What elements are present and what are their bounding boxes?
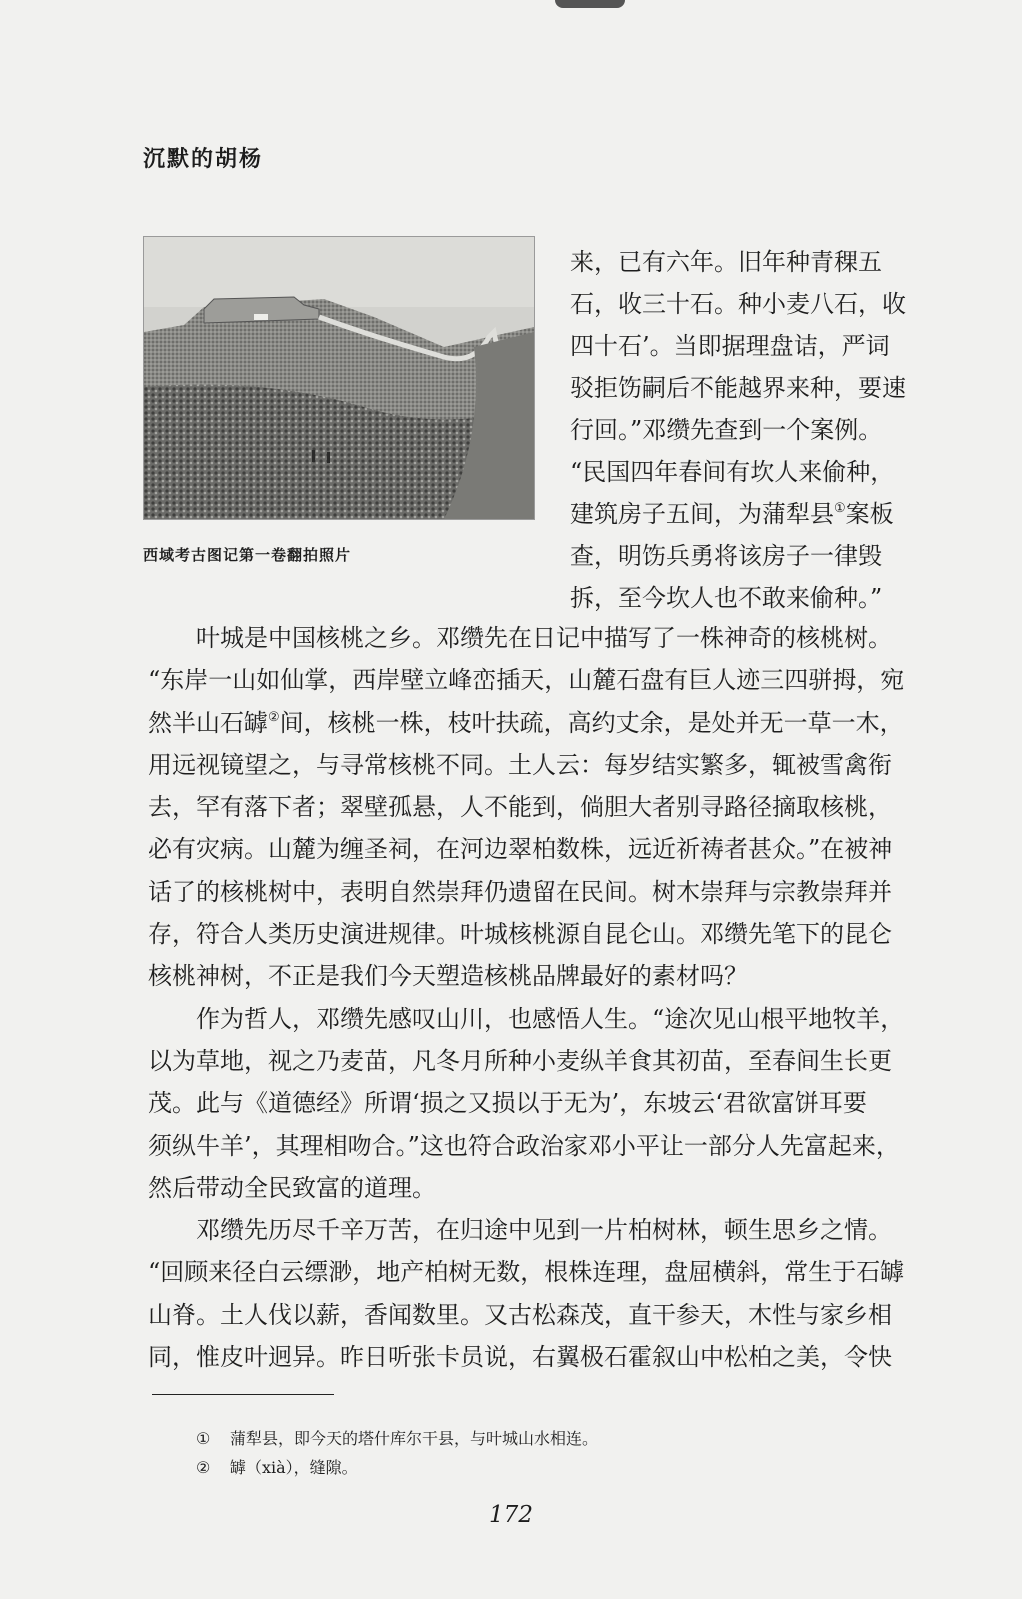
paragraph-first-line: 邓缵先历尽千辛万苦，在归途中见到一片柏树林，顿生思乡之情。 <box>196 1216 892 1245</box>
photo-caption: 西域考古图记第一卷翻拍照片 <box>143 546 352 564</box>
footnote-mark: ② <box>196 1458 211 1477</box>
footnote-2 <box>196 1453 598 1482</box>
text-line: 查，明饬兵勇将该房子一律毁 <box>570 542 882 570</box>
text-segment: 案板 <box>845 500 894 528</box>
text-line: 同，惟皮叶迥异。昨日听张卡员说，右翼极石霍叙山中松柏之美，令快 <box>148 1343 892 1372</box>
footnote-1 <box>196 1424 598 1453</box>
text-line: 驳拒饬嗣后不能越界来种，要速 <box>570 374 906 402</box>
text-line: 必有灾病。山麓为缠圣祠，在河边翠柏数株，远近祈祷者甚众。”在被神 <box>148 835 893 864</box>
text-line: 拆，至今坎人也不敢来偷种。” <box>570 584 883 612</box>
text-line: “民国四年春间有坎人来偷种， <box>570 458 895 486</box>
text-line: 存，符合人类历史演进规律。叶城核桃源自昆仑山。邓缵先笔下的昆仑 <box>148 920 892 949</box>
text-segment: 然半山石罅 <box>148 708 268 737</box>
running-title: 沉默的胡杨 <box>143 146 264 172</box>
text-line: 茂。此与《道德经》所谓‘损之又损以于无为’，东坡云‘君欲富饼耳要 <box>148 1089 867 1118</box>
text-line <box>570 493 910 535</box>
footnote-ref-2[interactable]: ② <box>268 709 280 725</box>
text-line: 然后带动全民致富的道理。 <box>148 1173 436 1202</box>
text-segment: 间，核桃一株，枝叶扶疏，高约丈余，是处并无一草一木， <box>279 708 904 737</box>
text-segment: 建筑房子五间，为蒲犁县 <box>570 500 834 528</box>
text-line: 石，收三十石。种小麦八石，收 <box>570 290 906 318</box>
footnote-mark: ① <box>196 1429 211 1448</box>
text-line: 行回。”邓缵先查到一个案例。 <box>570 416 883 444</box>
main-body-text <box>148 617 918 1378</box>
text-line: 核桃神树，不正是我们今天塑造核桃品牌最好的素材吗？ <box>148 962 748 991</box>
text-line: 山脊。土人伐以薪，香闻数里。又古松森茂，直干参天，木性与家乡相 <box>148 1300 892 1329</box>
text-line: 以为草地，视之乃麦苗，凡冬月所种小麦纵羊食其初苗，至春间生长更 <box>148 1046 892 1075</box>
text-line: 四十石’。当即据理盘诘，严词 <box>570 332 890 360</box>
footnote-ref-1[interactable]: ① <box>834 501 846 516</box>
text-line: 来，已有六年。旧年种青稞五 <box>570 248 882 276</box>
text-line: 须纵牛羊’，其理相吻合。”这也符合政治家邓小平让一部分人先富起来， <box>148 1131 900 1160</box>
right-text-column <box>570 241 910 619</box>
footnote-text: 蒲犁县，即今天的塔什库尔干县，与叶城山水相连。 <box>230 1429 599 1448</box>
footnote-divider <box>152 1394 334 1395</box>
paragraph-first-line: 作为哲人，邓缵先感叹山川，也感悟人生。“途次见山根平地牧羊， <box>196 1004 905 1033</box>
fortress-on-hill-image <box>144 237 534 519</box>
footnotes <box>196 1424 598 1482</box>
text-line: 话了的核桃树中，表明自然崇拜仍遗留在民间。树木崇拜与宗教崇拜并 <box>148 877 892 906</box>
text-line: “东岸一山如仙掌，西岸壁立峰峦插天，山麓石盘有巨人迹三四骈拇，宛 <box>148 666 905 695</box>
page-number: 172 <box>489 1502 533 1528</box>
text-line: 用远视镜望之，与寻常核桃不同。土人云：每岁结实繁多，辄被雪禽衔 <box>148 750 892 779</box>
text-line <box>148 702 918 744</box>
text-line: “回顾来径白云缥渺，地产柏树无数，根株连理，盘屈横斜，常生于石罅 <box>148 1258 905 1287</box>
historical-photo <box>143 236 535 520</box>
text-line: 去，罕有落下者；翠壁孤悬，人不能到，倘胆大者别寻路径摘取核桃， <box>148 793 892 822</box>
footnote-text: 罅（xià），缝隙。 <box>230 1458 358 1477</box>
scan-ink-mark <box>555 0 625 8</box>
paragraph-first-line: 叶城是中国核桃之乡。邓缵先在日记中描写了一株神奇的核桃树。 <box>196 624 892 652</box>
